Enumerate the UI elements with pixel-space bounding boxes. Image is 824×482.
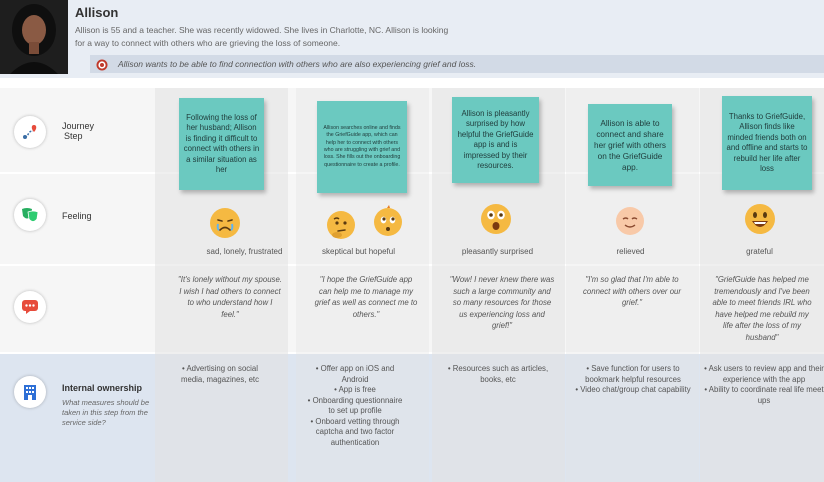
route-pin-icon — [14, 116, 46, 148]
ownership-item: • Onboarding questionnaire to set up profile — [305, 396, 405, 417]
ownership-item: • Offer app on iOS and Android — [305, 364, 405, 385]
quote-text-5: "GriefGuide has helped me tremendously and I've been able to meet friends IRL who have helped me rebuild my life after the loss of my husband" — [712, 275, 812, 342]
ownership-sublabel: What measures should be taken in this step from the service side? — [62, 398, 150, 427]
ownership-list-5 — [704, 364, 824, 406]
ownership-item: • Resources such as articles, books, etc — [445, 364, 551, 385]
ownership-item: • App is free — [305, 385, 405, 396]
feeling-text-5: grateful — [746, 247, 773, 256]
quote-text-3: "Wow! I never knew there was such a large community and so many resources for those us experiencing loss and grief!" — [449, 275, 555, 330]
ownership-item: • Advertising on social media, magazines, etc — [170, 364, 270, 385]
ownership-item: • Save function for users to bookmark helpful resources — [574, 364, 692, 385]
journey-note-3: Allison is pleasantly surprised by how helpful the GriefGuide app is and is impressed by their resources. — [452, 97, 539, 183]
persona-bio: Allison is 55 and a teacher. She was recently widowed. She lives in Charlotte, NC. Allison is looking for a way to connect with others who are grieving the loss of someone. — [75, 25, 449, 48]
journey-step-label: Journey Step — [62, 121, 95, 141]
thinking-face-icon — [325, 209, 357, 241]
journey-note-4: Allison is able to connect and share her grief with others on the GriefGuide app. — [588, 104, 672, 186]
persona-name: Allison — [75, 5, 119, 20]
ownership-list-3 — [445, 364, 551, 385]
ownership-item: • Video chat/group chat capability — [574, 385, 692, 396]
theater-masks-icon — [14, 199, 46, 231]
chat-bubble-icon — [14, 291, 46, 323]
quote-text-1: "It's lonely without my spouse. I wish I had others to connect to who understand how I feel." — [178, 275, 282, 319]
journey-note-2: Allison searches online and finds the GriefGuide app, which can help her to connect with others who are struggling with grief and loss. She fills out the onboarding questionnaire to create a profile. — [317, 101, 407, 193]
sad-face-icon — [209, 207, 241, 239]
persona-goal: Allison wants to be able to find connection with others who are also experiencing grief and loss. — [118, 59, 477, 69]
quote-text-4: "I'm so glad that I'm able to connect with others over our grief." — [583, 275, 681, 307]
feeling-text-4: relieved — [616, 247, 645, 256]
ownership-list-1 — [170, 364, 270, 385]
feeling-text-1: sad, lonely, frustrated — [206, 247, 283, 256]
ownership-item: • Ability to coordinate real life meet ups — [704, 385, 824, 406]
target-icon — [96, 58, 108, 76]
building-icon — [14, 376, 46, 408]
ownership-item: • Ask users to review app and their experience with the app — [704, 364, 824, 385]
ownership-list-2 — [305, 364, 405, 448]
hopeful-face-icon — [372, 205, 404, 237]
ownership-list-4 — [574, 364, 692, 396]
persona-avatar — [0, 0, 68, 74]
relieved-face-icon — [614, 205, 646, 237]
quote-text-2: "I hope the GriefGuide app can help me to manage my grief as well as connect me to others." — [314, 275, 418, 319]
ownership-item: • Onboard vetting through captcha and two factor authentication — [305, 417, 405, 449]
feeling-label: Feeling — [62, 211, 92, 221]
journey-note-5: Thanks to GriefGuide, Allison finds like minded friends both on and offline and starts to rebuild her life after loss — [722, 96, 812, 190]
feeling-text-3: pleasantly surprised — [461, 247, 534, 256]
grateful-face-icon — [744, 203, 776, 235]
surprised-face-icon — [480, 203, 512, 235]
ownership-label: Internal ownership — [62, 383, 143, 393]
feeling-text-2: skeptical but hopeful — [322, 247, 395, 256]
journey-note-1: Following the loss of her husband; Allison is finding it difficult to connect with others in a similar situation as her — [179, 98, 264, 190]
